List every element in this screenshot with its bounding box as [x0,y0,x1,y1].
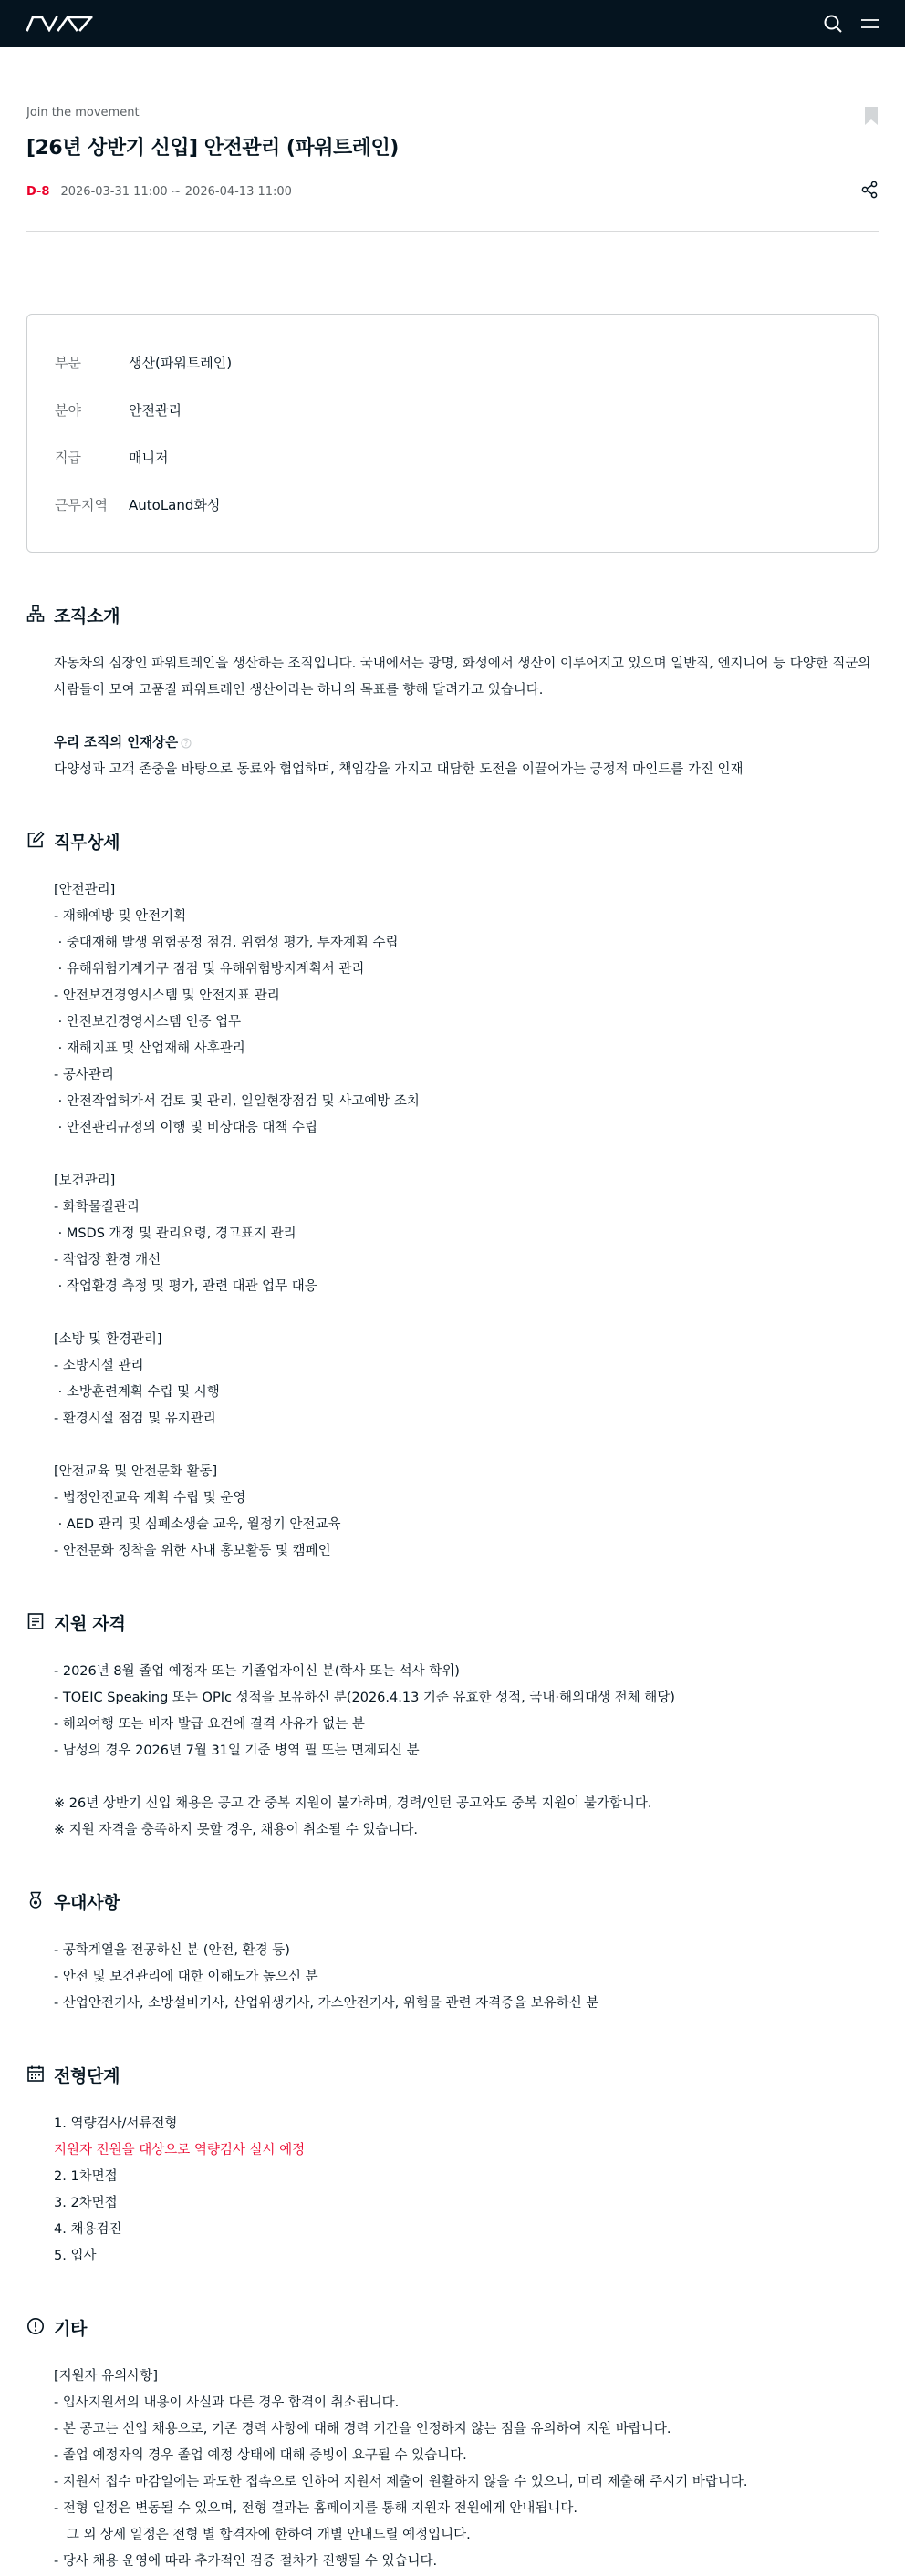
svg-text:?: ? [184,740,189,748]
info-row-rank [55,433,850,481]
eyebrow-text: Join the movement [26,106,140,119]
list-item: - 지원서 접수 마감일에는 과도한 접속으로 인하여 지원서 제출이 원활하지 않을 수 있으니, 미리 제출해 주시기 바랍니다. [54,2475,748,2489]
section-title: 우대사항 [54,1893,120,1913]
list-item: [소방 및 환경관리] [54,1332,162,1347]
list-item: - 안전 및 보건관리에 대한 이해도가 높으신 분 [54,1970,318,1984]
list-item: - 공학계열을 전공하신 분 (안전, 환경 등) [54,1943,290,1958]
alert-circle-icon [26,2317,45,2339]
kia-logo[interactable] [26,16,93,32]
section-qualification [26,1610,879,1844]
list-item: - 2026년 8월 졸업 예정자 또는 기졸업자이신 분(학사 또는 석사 학위) [54,1664,460,1679]
spacer [54,1764,879,1791]
info-value: AutoLand화성 [129,496,221,513]
list-item: - 입사지원서의 내용이 사실과 다른 경우 합격이 취소됩니다. [54,2395,400,2410]
page-title: [26년 상반기 신입] 안전관리 (파워트레인) [26,137,399,160]
process-note: 지원자 전원을 대상으로 역량검사 실시 예정 [54,2143,306,2157]
title-divider [26,231,879,232]
list-item: · 소방훈련계획 수립 및 시행 [54,1385,220,1400]
list-item: [지원자 유의사항] [54,2369,158,2384]
etc-list [26,2364,879,2575]
list-item: - TOEIC Speaking 또는 OPIc 성적을 보유하신 분(2026.4.13 기준 유효한 성적, 국내·해외대생 전체 해당) [54,1691,675,1705]
list-item: · AED 관리 및 심폐소생술 교육, 월정기 안전교육 [54,1517,341,1532]
list-item: - 해외여행 또는 비자 발급 요건에 결격 사유가 없는 분 [54,1717,365,1732]
list-item: 그 외 상세 일정은 전형 별 합격자에 한하여 개별 안내드릴 예정입니다. [54,2528,471,2542]
info-value: 매니저 [129,449,169,466]
qualification-list [26,1659,879,1844]
bookmark-icon[interactable] [864,106,879,129]
list-item: · 재해지표 및 산업재해 사후관리 [54,1041,245,1056]
info-value: 생산(파워트레인) [129,354,233,371]
list-item: · 중대재해 발생 위험공정 점검, 위험성 평가, 투자계획 수립 [54,936,399,950]
spacer [54,1300,879,1327]
section-process [26,2063,879,2270]
list-item: - 작업장 환경 개선 [54,1253,161,1267]
process-step: 5. 입사 [54,2249,97,2263]
job-summary-box [26,314,879,553]
list-item: - 전형 일정은 변동될 수 있으며, 전형 결과는 홈페이지를 통해 지원자 전원에게 안내됩니다. [54,2501,578,2516]
top-navigation-bar [0,0,905,47]
process-step: 2. 1차면접 [54,2169,118,2184]
info-label: 부문 [55,354,81,371]
help-icon[interactable] [181,738,192,749]
list-item: - 소방시설 관리 [54,1359,144,1373]
section-etc [26,2315,879,2575]
list-item: - 남성의 경우 2026년 7월 31일 기준 병역 필 또는 면제되신 분 [54,1743,420,1758]
list-item: - 환경시설 점검 및 유지관리 [54,1412,216,1426]
job-posting-content [0,106,905,2575]
list-item: - 재해예방 및 안전기획 [54,909,187,924]
process-step: 4. 채용검진 [54,2222,122,2237]
list-item: - 졸업 예정자의 경우 졸업 예정 상태에 대해 증빙이 요구될 수 있습니다. [54,2448,467,2463]
section-duty [26,829,879,1565]
spacer [54,1433,879,1459]
info-label: 근무지역 [55,496,108,513]
list-item: - 공사관리 [54,1068,114,1082]
info-value: 안전관리 [129,401,182,419]
list-item: · 안전보건경영시스템 인증 업무 [54,1015,242,1029]
section-org-intro [26,603,879,783]
list-item: · 유해위험기계기구 점검 및 유해위험방지계획서 관리 [54,962,365,977]
process-step: 3. 2차면접 [54,2196,118,2210]
list-item: [보건관리] [54,1174,116,1188]
duty-list [26,877,879,1565]
section-title: 전형단계 [54,2066,120,2086]
list-item: - 법정안전교육 계획 수립 및 운영 [54,1491,246,1505]
list-item: ※ 26년 상반기 신입 채용은 공고 간 중복 지원이 불가하며, 경력/인턴 공고와도 중복 지원이 불가합니다. [54,1796,652,1811]
section-preference [26,1889,879,2017]
preference-list [26,1938,879,2017]
list-item: - 안전문화 정착을 위한 사내 홍보활동 및 캠페인 [54,1544,331,1558]
info-row-division [55,338,850,386]
application-period: 2026-03-31 11:00 ~ 2026-04-13 11:00 [60,184,292,199]
list-item: - 산업안전기사, 소방설비기사, 산업위생기사, 가스안전기사, 위험물 관련 자격증을 보유하신 분 [54,1996,599,2011]
list-item: · 안전관리규정의 이행 및 비상대응 대책 수립 [54,1121,317,1135]
list-item: - 당사 채용 운영에 따라 추가적인 검증 절차가 진행될 수 있습니다. [54,2554,438,2569]
section-title: 직무상세 [54,833,120,853]
section-title: 조직소개 [54,606,120,626]
talent-heading: 우리 조직의 인재상은 [54,736,179,750]
talent-text: 다양성과 고객 존중을 바탕으로 동료와 협업하며, 책임감을 가지고 대담한 도전을 이끌어가는 긍정적 마인드를 가진 인재 [54,762,744,777]
list-item: ※ 지원 자격을 충족하지 못할 경우, 채용이 취소될 수 있습니다. [54,1823,419,1837]
info-row-location [55,481,850,528]
info-label: 직급 [55,449,81,466]
calendar-icon [26,2064,45,2086]
list-item: - 본 공고는 신입 채용으로, 기존 경력 사항에 대해 경력 기간을 인정하지 않는 점을 유의하여 지원 바랍니다. [54,2422,671,2436]
search-icon[interactable] [823,14,843,34]
section-title: 지원 자격 [54,1614,126,1634]
section-title: 기타 [54,2319,88,2339]
list-item: · MSDS 개정 및 관리요령, 경고표지 관리 [54,1226,296,1241]
list-item: [안전관리] [54,883,116,897]
list-item: · 안전작업허가서 검토 및 관리, 일일현장점검 및 사고예방 조치 [54,1094,420,1109]
d-day-badge: D-8 [26,184,50,199]
list-item: - 안전보건경영시스템 및 안전지표 관리 [54,988,280,1003]
org-intro-text: 자동차의 심장인 파워트레인을 생산하는 조직입니다. 국내에서는 광명, 화성에서 생산이 이루어지고 있으며 일반직, 엔지니어 등 다양한 직군의 사람들이 모여 고품질 파워트레인 생산이라는 하나의 목표를 향해 달려가고 있습니다. [54,657,871,698]
info-label: 분야 [55,401,81,419]
list-item: - 화학물질관리 [54,1200,140,1215]
medal-icon [26,1891,45,1913]
edit-icon [26,831,45,853]
spacer [54,1142,879,1168]
info-row-field [55,386,850,433]
list-item: [안전교육 및 안전문화 활동] [54,1464,218,1479]
process-step: 1. 역량검사/서류전형 [54,2116,178,2131]
document-icon [26,1612,45,1634]
share-icon[interactable] [860,181,879,202]
org-chart-icon [26,605,45,626]
list-item: · 작업환경 측정 및 평가, 관련 대관 업무 대응 [54,1279,317,1294]
hamburger-menu-icon[interactable] [861,17,879,30]
